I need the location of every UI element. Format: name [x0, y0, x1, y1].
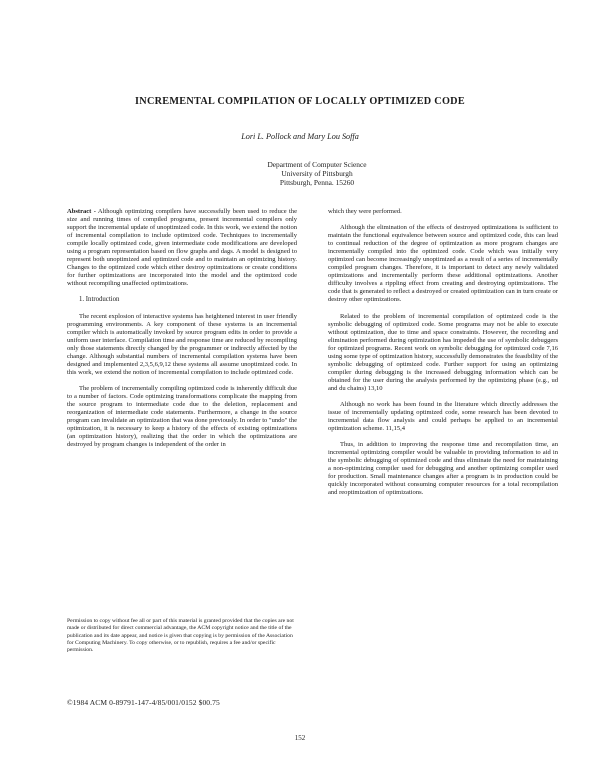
- abstract-text: Although optimizing compilers have successfully been used to reduce the size and running times of compiled programs, present incremental compilers only support the incremental update of unoptimized code. In this work, we extend the notion of incremental compilation to include optimized code. Techniques to incrementally compile locally optimized code, given intermediate code modifications are developed using a program representation based on flow graphs and dags. A model is designed to represent both unoptimized and optimized code and to maintain an optimizing history. Changes to the optimized code which either destroy optimizations or create conditions for further optimizations are incorporated into the model and the optimized code without recompiling unaffected optimizations.: [67, 208, 297, 288]
- affiliation-city: Pittsburgh, Penna. 15260: [279, 178, 355, 187]
- abstract-label: Abstract -: [67, 208, 96, 215]
- right-paragraph-2: Related to the problem of incremental compilation of optimized code is the symbolic debugging of optimized code. Some programs may not be able to execute without optimization, due to time and space constraints. However, the recording and elimination performed during optimization has impeded the use of symbolic debuggers for optimized programs. Recent work on symbolic debugging for optimized code 7,16 using some type of optimization history, successfully demonstrates the feasibility of the symbolic debugging of optimized code. Further support for using an optimizing compiler during debugging is the increased debugging information which can be obtained for the user during the analysis performed by the optimizing phase (e.g., ud and du chains) 13,10: [328, 312, 558, 392]
- section-heading-introduction: 1. Introduction: [79, 296, 120, 304]
- intro-paragraph-2: The problem of incrementally compiling optimized code is inherently difficult due to a number of factors. Code optimizing transformations complicate the mapping from the source program to intermediate code due to the deletion, replacement and reorganization of intermediate code statements. Furthermore, a change in the source program can invalidate an optimization that was done previously. In order to "undo" the optimization, it is necessary to keep a history of the effects of existing optimizations (an optimization history), realizing that the order in which the optimizations are destroyed by program changes is independent of the order in: [67, 384, 297, 449]
- right-paragraph-4: Thus, in addition to improving the response time and recompilation time, an incremental optimizing compiler would be valuable in providing information to aid in the symbolic debugging of optimized code and thus eliminate the need for maintaining a non-optimizing compiler used for debugging and another optimizing compiler used for production. Small maintenance changes after a program is in production could be quickly incorporated without consuming computer resources for a total recompilation and reoptimization of optimizations.: [328, 441, 558, 497]
- right-paragraph-1: Although the elimination of the effects of destroyed optimizations is sufficient to maintain the functional equivalence between source and optimized code, this can lead to continual reduction of the degree of optimization as more program changes are incrementally compiled into the optimized code. Code which was initially very optimized can become increasingly unoptimized as a result of a series of incrementally compiled program changes. Therefore, it is important to detect any newly validated optimizations and incrementally perform these additional optimizations. Another difficulty involves a rippling effect from creating and destroying optimizations. The code that is generated to reflect a destroyed or created optimization can in turn create or destroy other optimizations.: [328, 224, 558, 304]
- copyright-line: ©1984 ACM 0-89791-147-4/85/001/0152 $00.75: [67, 698, 220, 707]
- affiliation-block: [0, 160, 600, 187]
- permission-notice: Permission to copy without fee all or part of this material is granted provided that the copies are not made or distributed for direct commercial advantage, the ACM copyright notice and the title of the publication and its date appear, and notice is given that copying is by permission of the Association for Computing Machinery. To copy otherwise, or to republish, requires a fee and/or specific permission.: [67, 618, 294, 654]
- left-column: [67, 208, 297, 449]
- paper-title: INCREMENTAL COMPILATION OF LOCALLY OPTIMIZED CODE: [135, 96, 465, 107]
- right-paragraph-0: which they were performed.: [328, 208, 402, 215]
- right-column: [328, 208, 558, 498]
- abstract-paragraph: [67, 208, 297, 288]
- affiliation-department: Department of Computer Science: [267, 160, 367, 169]
- paper-authors: Lori L. Pollock and Mary Lou Soffa: [241, 132, 359, 141]
- page-number: 152: [294, 734, 306, 742]
- right-paragraph-3: Although no work has been found in the literature which directly addresses the issue of incrementally updating optimized code, some research has been devoted to incremental data flow analysis and could perhaps be applied to an incremental optimization scheme. 11,15,4: [328, 400, 558, 433]
- intro-paragraph-1: The recent explosion of interactive systems has heightened interest in user friendly programming environments. A key component of these systems is an incremental compiler which is automatically invoked by source program edits in order to provide a uniform user interface. Compilation time and response time are reduced by recompiling only those statements directly changed by the programmer or indirectly affected by the change. Although substantial numbers of incremental compilation systems have been designed and implemented 2,3,5,6,9,12 these systems all assume unoptimized code. In this work, we extend the notion of incremental compilation to include optimized code.: [67, 312, 297, 376]
- affiliation-university: University of Pittsburgh: [281, 169, 353, 178]
